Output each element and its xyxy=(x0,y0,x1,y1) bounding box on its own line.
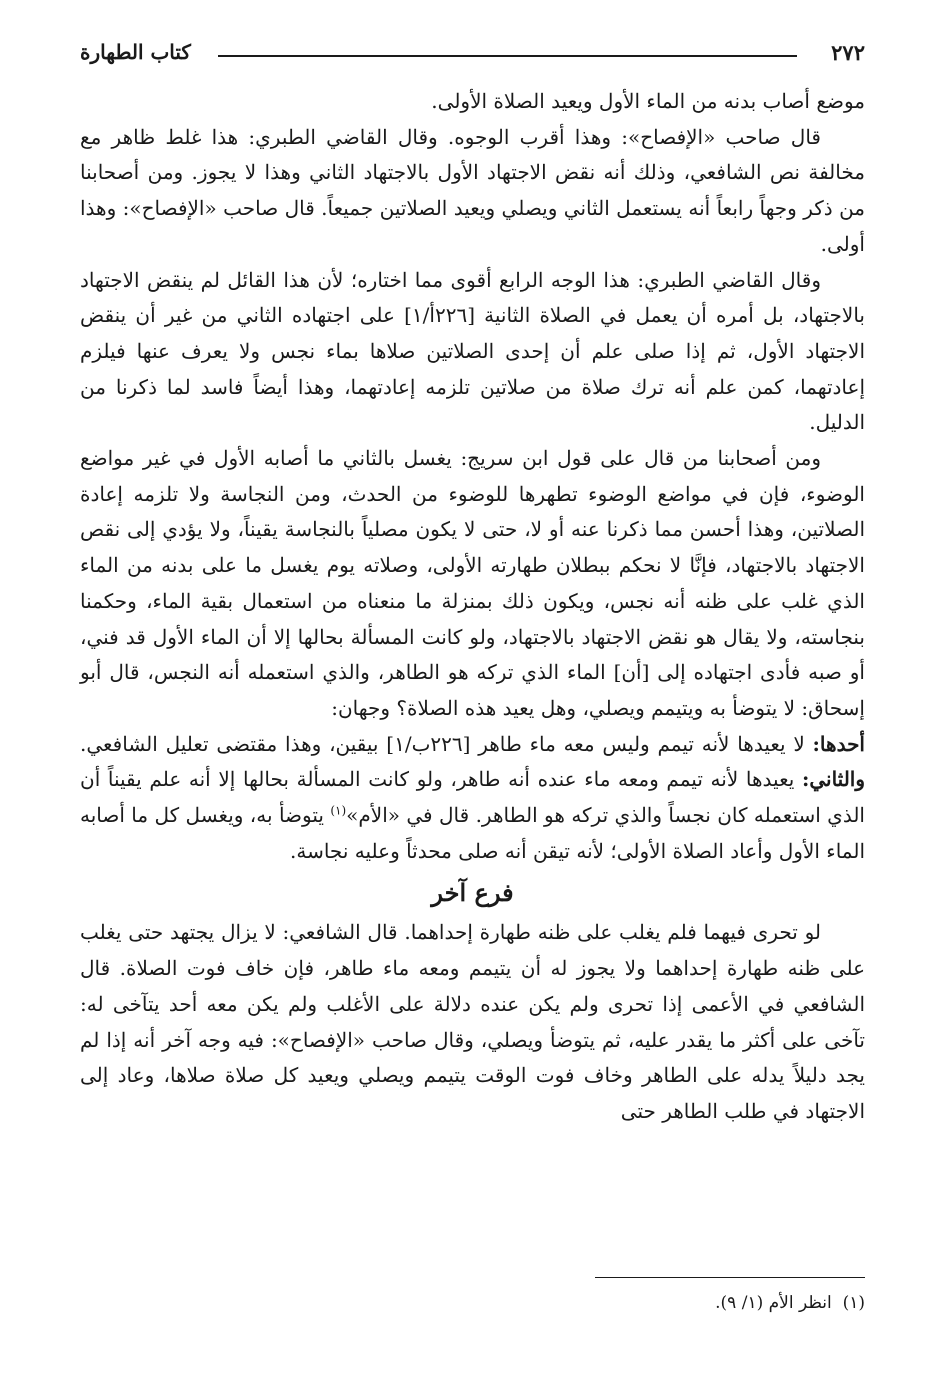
paragraph-2: قال صاحب «الإفصاح»: وهذا أقرب الوجوه. وقال القاضي الطبري: هذا غلط ظاهر مع مخالفة نص الشافعي، وذلك أنه نقض الاجتهاد الأول بالاجتهاد الثاني وهذا لا يجوز. ومن أصحابنا من ذكر وجهاً رابعاً أنه يستعمل الثاني ويصلي ويعيد الصلاتين جميعاً. قال صاحب «الإفصاح»: وهذا أولى. xyxy=(80,124,865,256)
header-rule xyxy=(218,55,797,57)
footnote-text: انظر الأم (١/ ٩). xyxy=(715,1293,832,1313)
paragraph-1: موضع أصاب بدنه من الماء الأول ويعيد الصلاة الأولى. xyxy=(431,89,865,113)
paragraph-3: وقال القاضي الطبري: هذا الوجه الرابع أقوى مما اختاره؛ لأن هذا القائل لم ينقض الاجتهاد بالاجتهاد، بل أمره أن يعمل في الصلاة الثانية [٢٢٦أ/١] على اجتهاده الثاني من غير أن ينقض الاجتهاد الأول، ثم إذا صلى علم أن إحدى الصلاتين صلاها بماء نجس ولا يعرف عنها فيلزم إعادتهما، كمن علم أنه ترك صلاة من صلاتين تلزمه إعادتهما، وهذا أيضاً فاسد لما ذكرنا من الدليل. xyxy=(80,267,865,435)
page-number: ٢٧٢ xyxy=(831,40,865,65)
second-view-label: والثاني: xyxy=(801,767,866,792)
footnote-reference: (١) xyxy=(330,803,347,818)
paragraph-5 xyxy=(80,727,865,870)
footnote xyxy=(80,1290,865,1316)
first-view-text: لا يعيدها لأنه تيمم وليس معه ماء طاهر [٢٢٦ب/١] بيقين، وهذا مقتضى تعليل الشافعي. xyxy=(80,731,805,756)
paragraph-4: ومن أصحابنا من قال على قول ابن سريج: يغسل بالثاني ما أصابه الأول في غير مواضع الوضوء، فإن في مواضع الوضوء تطهرها للوضوء من الحدث، ومن النجاسة ولا تلزمه إعادة الصلاتين، وهذا أحسن مما ذكرنا عنه أو لا، حتى لا يكون مصلياً بالنجاسة يقيناً، ولا يؤدي إلى نقص الاجتهاد بالاجتهاد، فإنَّا لا نحكم ببطلان طهارته الأولى، وصلاته يوم يغسل ما على بدنه من الماء الذي غلب على ظنه أنه نجس، ويكون ذلك بمنزلة ما منعناه من استعمال بقية الماء، وحكمنا بنجاسته، ولا يقال هو نقض الاجتهاد بالاجتهاد، ولو كانت المسألة بحالها إلا أن الماء الأول قد فني، أو صبه فأدى اجتهاده إلى [أن] الماء الذي تركه هو الطاهر، والذي استعمله أنه النجس، قال أبو إسحاق: لا يتوضأ به ويتيمم ويصلي، وهل يعيد هذه الصلاة؟ وجهان: xyxy=(80,446,865,720)
first-view-label: أحدها: xyxy=(812,731,865,756)
main-text xyxy=(80,84,865,1130)
page-header xyxy=(80,40,865,76)
footnote-marker: (١) xyxy=(842,1293,865,1313)
section-paragraph: لو تحرى فيهما فلم يغلب على ظنه طهارة إحداهما. قال الشافعي: لا يزال يجتهد حتى يغلب على ظنه طهارة إحداهما ولا يجوز له أن يتيمم ومعه ماء طاهر، فإن خاف فوت الصلاة. قال الشافعي في الأعمى إذا تحرى ولم يكن عنده دلالة على الأغلب ولم يكن معه أحد يتآخى له: تآخى على أكثر ما يقدر عليه، ثم يتوضأ ويصلي، وقال صاحب «الإفصاح»: فيه وجه آخر أنه إذا لم يجد دليلاً يدله على الطاهر وخاف فوت الوقت يتيمم ويصلي ويعيد كل صلاة صلاها، وعاد إلى الاجتهاد في طلب الطاهر حتى xyxy=(80,920,865,1123)
closing-text: يتوضأ به، ويغسل كل ما أصابه الماء الأول وأعاد الصلاة الأولى؛ لأنه تيقن أنه صلى محدثاً وعليه نجاسة. xyxy=(80,803,865,863)
running-title: كتاب الطهارة xyxy=(80,40,191,64)
second-view-text: يعيدها لأنه تيمم ومعه ماء عنده أنه طاهر، ولو كانت المسألة بحالها إلا أنه علم يقيناً أن الذي استعمله كان نجساً والذي تركه هو الطاهر. قال في «الأم» xyxy=(80,767,865,828)
section-heading: فرع آخر xyxy=(431,878,514,908)
footnote-rule xyxy=(595,1277,865,1278)
